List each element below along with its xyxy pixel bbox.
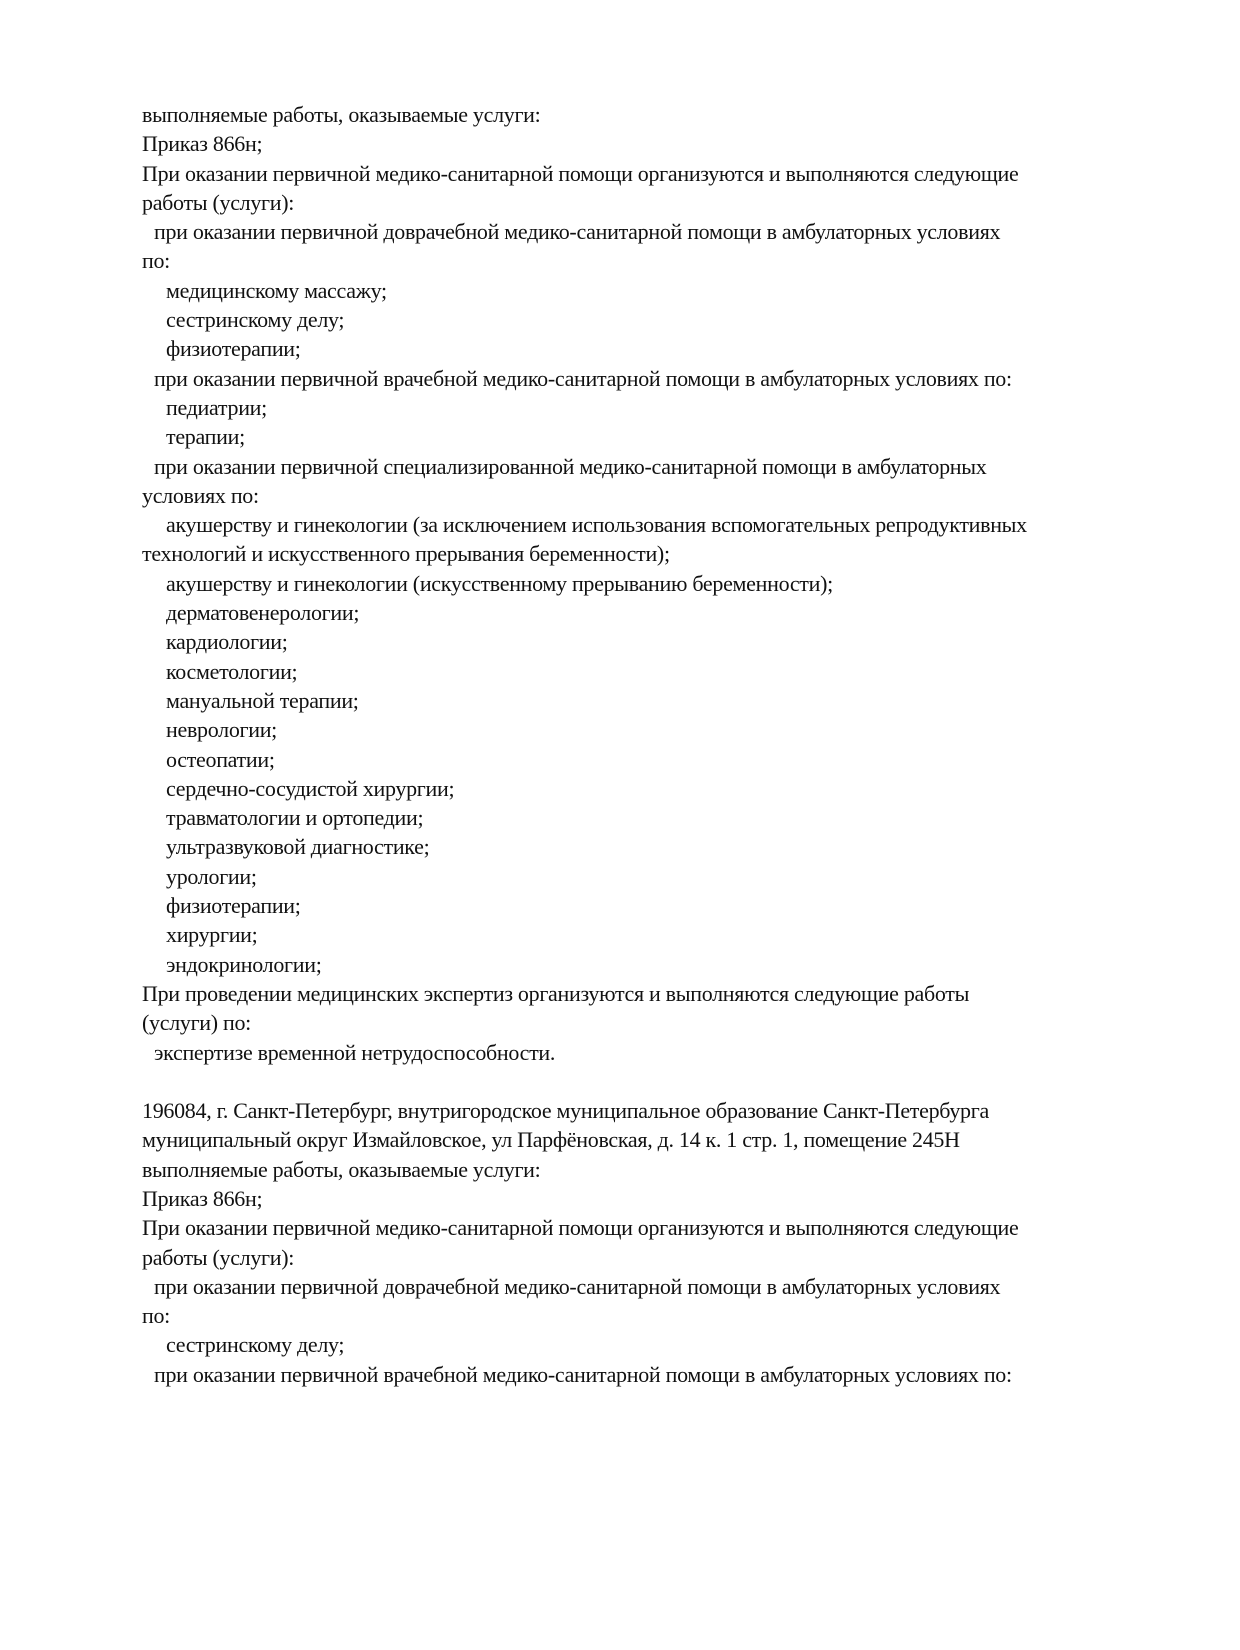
text-line: сердечно-сосудистой хирургии; [166, 775, 455, 801]
text-line: мануальной терапии; [166, 687, 359, 713]
text-line: педиатрии; [166, 394, 267, 420]
text-line: условиях по: [142, 482, 259, 508]
text-line: Приказ 866н; [142, 131, 263, 157]
text-line: экспертизе временной нетрудоспособности. [154, 1039, 556, 1065]
text-line: выполняемые работы, оказываемые услуги: [142, 1156, 541, 1182]
text-line: работы (услуги): [142, 189, 295, 215]
text-line: При проведении медицинских экспертиз организуются и выполняются следующие работы [142, 980, 970, 1006]
text-line: по: [142, 248, 170, 274]
text-line: При оказании первичной медико-санитарной помощи организуются и выполняются следующие [142, 160, 1019, 186]
text-line: физиотерапии; [166, 336, 301, 362]
text-line: акушерству и гинекологии (искусственному прерыванию беременности); [166, 570, 833, 596]
text-line: акушерству и гинекологии (за исключением использования вспомогательных репродуктивных [166, 512, 1027, 538]
text-line: технологий и искусственного прерывания беременности); [142, 541, 670, 567]
text-line: сестринскому делу; [166, 307, 345, 333]
text-line: терапии; [166, 424, 245, 450]
text-line: эндокринологии; [166, 951, 322, 977]
text-line: урологии; [166, 863, 257, 889]
text-line: физиотерапии; [166, 893, 301, 919]
text-line: косметологии; [166, 658, 298, 684]
text-line: дерматовенерологии; [166, 600, 360, 626]
text-line: работы (услуги): [142, 1244, 295, 1270]
text-line: при оказании первичной врачебной медико-санитарной помощи в амбулаторных условиях по: [154, 365, 1012, 391]
document-page [142, 100, 1142, 1389]
text-line: (услуги) по: [142, 1010, 251, 1036]
text-line: остеопатии; [166, 746, 275, 772]
text-line: травматологии и ортопедии; [166, 805, 424, 831]
text-line: сестринскому делу; [166, 1332, 345, 1358]
text-line: при оказании первичной специализированной медико-санитарной помощи в амбулаторных [154, 453, 987, 479]
text-line: При оказании первичной медико-санитарной помощи организуются и выполняются следующие [142, 1215, 1019, 1241]
text-line: медицинскому массажу; [166, 277, 387, 303]
blank-line [142, 1067, 1142, 1096]
text-line: кардиологии; [166, 629, 288, 655]
text-line: 196084, г. Санкт-Петербург, внутригородское муниципальное образование Санкт-Петербурга [142, 1098, 989, 1124]
text-line: при оказании первичной доврачебной медико-санитарной помощи в амбулаторных условиях [154, 1273, 1001, 1299]
text-line: хирургии; [166, 922, 258, 948]
text-line: выполняемые работы, оказываемые услуги: [142, 102, 541, 127]
text-line: по: [142, 1303, 170, 1329]
text-line: неврологии; [166, 717, 277, 743]
text-line: при оказании первичной доврачебной медико-санитарной помощи в амбулаторных условиях [154, 219, 1001, 245]
text-line: при оказании первичной врачебной медико-санитарной помощи в амбулаторных условиях по: [154, 1361, 1012, 1387]
text-line: муниципальный округ Измайловское, ул Парфёновская, д. 14 к. 1 стр. 1, помещение 245Н [142, 1127, 960, 1153]
text-line: ультразвуковой диагностике; [166, 834, 430, 860]
text-line: Приказ 866н; [142, 1185, 263, 1211]
